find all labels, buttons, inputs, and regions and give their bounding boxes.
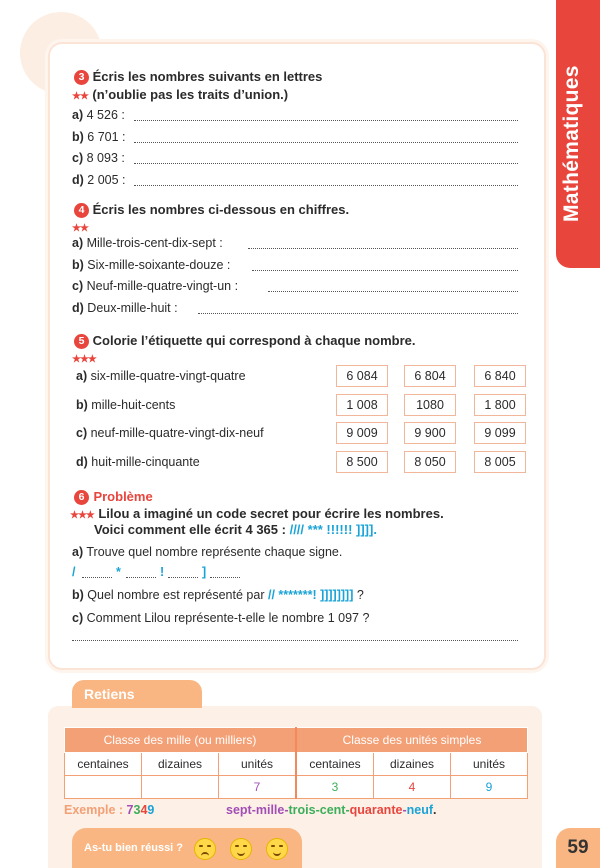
ex4-stars-line xyxy=(72,218,88,236)
answer-tag[interactable]: 8 050 xyxy=(404,451,456,473)
answer-tag[interactable]: 6 804 xyxy=(404,365,456,387)
ex6-question-b: b) Quel nombre est représenté par // *******! ]]]]]]]] ? xyxy=(72,588,364,602)
happy-face-icon[interactable] xyxy=(266,838,288,860)
ex4-item-d: d) Deux-mille-huit : xyxy=(72,301,178,315)
answer-tag[interactable]: 6 840 xyxy=(474,365,526,387)
ex3-item-b: b) 6 701 : xyxy=(72,130,126,144)
place-value-table xyxy=(64,727,528,799)
ex5-title-line xyxy=(74,333,416,349)
ex6-heading: Problème xyxy=(93,489,153,504)
answer-line[interactable] xyxy=(252,270,518,271)
answer-line[interactable] xyxy=(248,248,518,249)
ex3-title-line xyxy=(74,69,322,85)
answer-line[interactable] xyxy=(168,577,198,578)
table-cell: 7 xyxy=(219,776,297,799)
column-header: dizaines xyxy=(142,753,219,776)
answer-tag[interactable]: 8 005 xyxy=(474,451,526,473)
answer-line[interactable] xyxy=(268,291,518,292)
answer-tag[interactable]: 1 008 xyxy=(336,394,388,416)
table-cell: 9 xyxy=(451,776,528,799)
ex4-item-c: c) Neuf-mille-quatre-vingt-un : xyxy=(72,279,239,293)
example-label: Exemple : xyxy=(64,803,124,817)
ex5-title: Colorie l’étiquette qui correspond à chaque nombre. xyxy=(92,333,416,348)
answer-line[interactable] xyxy=(82,577,112,578)
ex5-row-d: d) huit-mille-cinquante xyxy=(76,455,200,469)
ex3-item-a: a) 4 526 : xyxy=(72,108,125,122)
ex3-subtitle: (n’oublie pas les traits d’union.) xyxy=(92,87,289,102)
ex6-line1: ★★★ Lilou a imaginé un code secret pour écrire les nombres. xyxy=(70,506,444,521)
sign-bracket: ] xyxy=(202,565,207,579)
ex4-item-b: b) Six-mille-soixante-douze : xyxy=(72,258,231,272)
answer-line[interactable] xyxy=(134,120,518,121)
subject-label: Mathématiques xyxy=(560,65,583,222)
ex3-stars: ★★ xyxy=(72,91,88,102)
ex6-stars: ★★★ xyxy=(70,510,94,521)
answer-tag[interactable]: 9 099 xyxy=(474,422,526,444)
secret-code: //// *** !!!!!! ]]]]. xyxy=(289,522,377,537)
sign-slash: / xyxy=(72,565,76,579)
question-code: // *******! ]]]]]]]] xyxy=(267,588,354,602)
column-header: centaines xyxy=(296,753,374,776)
sign-exclamation: ! xyxy=(160,565,165,579)
answer-line[interactable] xyxy=(134,142,518,143)
column-header: unités xyxy=(219,753,297,776)
ex4-item-a: a) Mille-trois-cent-dix-sept : xyxy=(72,236,223,250)
ex5-row-c: c) neuf-mille-quatre-vingt-dix-neuf xyxy=(76,426,264,440)
ex6-heading-line xyxy=(74,488,153,506)
ex5-stars: ★★★ xyxy=(72,354,96,365)
ex5-row-a: a) six-mille-quatre-vingt-quatre xyxy=(76,369,246,383)
ex5-row-b: b) mille-huit-cents xyxy=(76,398,176,412)
answer-line[interactable] xyxy=(126,577,156,578)
retiens-tab: Retiens xyxy=(72,680,202,708)
answer-tag[interactable]: 9 009 xyxy=(336,422,388,444)
answer-tag[interactable]: 1080 xyxy=(404,394,456,416)
answer-line[interactable] xyxy=(134,163,518,164)
ex3-number-badge: 3 xyxy=(74,70,89,85)
ex4-title: Écris les nombres ci-dessous en chiffres. xyxy=(92,202,350,217)
ex5-number-badge: 5 xyxy=(74,334,89,349)
ex4-number-badge: 4 xyxy=(74,203,89,218)
table-cell: 3 xyxy=(296,776,374,799)
example-words: sept-mille-trois-cent-quarante-neuf. xyxy=(226,803,437,817)
subject-tab xyxy=(556,0,600,268)
ex6-question-a: a) Trouve quel nombre représente chaque signe. xyxy=(72,545,343,559)
answer-tag[interactable]: 8 500 xyxy=(336,451,388,473)
table-cell xyxy=(142,776,219,799)
self-check-label: As-tu bien réussi ? xyxy=(84,842,184,854)
ex3-title: Écris les nombres suivants en lettres xyxy=(92,69,323,84)
answer-tag[interactable]: 1 800 xyxy=(474,394,526,416)
ex6-question-c: c) Comment Lilou représente-t-elle le nombre 1 097 ? xyxy=(72,611,370,625)
answer-line[interactable] xyxy=(210,577,240,578)
class-unites-header: Classe des unités simples xyxy=(296,728,528,753)
column-header: unités xyxy=(451,753,528,776)
answer-tag[interactable]: 6 084 xyxy=(336,365,388,387)
answer-line[interactable] xyxy=(134,185,518,186)
answer-line[interactable] xyxy=(72,640,518,641)
ex5-stars-line xyxy=(72,349,96,367)
neutral-face-icon[interactable] xyxy=(230,838,252,860)
answer-tag[interactable]: 9 900 xyxy=(404,422,456,444)
class-mille-header: Classe des mille (ou milliers) xyxy=(65,728,297,753)
sad-face-icon[interactable] xyxy=(194,838,216,860)
example-line: Exemple : 7349 xyxy=(64,803,155,817)
page-number: 59 xyxy=(556,828,600,868)
ex3-subtitle-line xyxy=(72,86,288,104)
ex4-stars: ★★ xyxy=(72,223,88,234)
table-cell xyxy=(65,776,142,799)
ex6-line2: Voici comment elle écrit 4 365 : //// *** !!!!!! ]]]]. xyxy=(94,522,377,537)
table-cell: 4 xyxy=(374,776,451,799)
ex6-number-badge: 6 xyxy=(74,490,89,505)
column-header: centaines xyxy=(65,753,142,776)
answer-line[interactable] xyxy=(198,313,518,314)
sign-star: * xyxy=(116,565,121,579)
ex3-item-c: c) 8 093 : xyxy=(72,151,125,165)
ex4-title-line xyxy=(74,202,349,218)
column-header: dizaines xyxy=(374,753,451,776)
self-check-bar xyxy=(72,828,302,868)
ex3-item-d: d) 2 005 : xyxy=(72,173,126,187)
